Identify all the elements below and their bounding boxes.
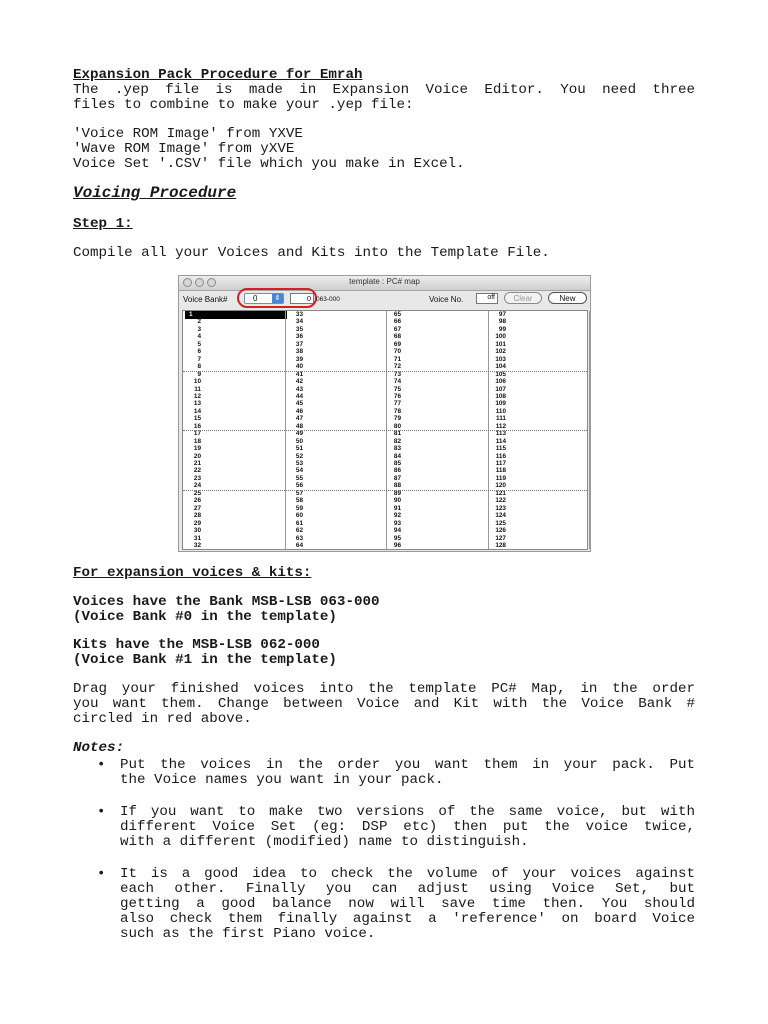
note-3-line-1: It is a good idea to check the volume of your voices against [120, 866, 695, 882]
stepper-arrows-icon: ⇕ [272, 294, 283, 303]
pc-map-cell[interactable]: 84 [393, 452, 401, 460]
pc-map-cell[interactable]: 41 [295, 370, 303, 378]
pc-map-cell[interactable]: 117 [495, 460, 506, 467]
note-3-line-2: each other. Finally you can adjust using Voice Set, but [120, 881, 695, 897]
pc-map-cell[interactable]: 96 [393, 541, 401, 549]
pc-map-cell[interactable]: 111 [496, 415, 506, 423]
clear-button[interactable]: Clear [504, 292, 542, 304]
pc-map-cell[interactable]: 58 [295, 497, 303, 505]
pc-map-cell[interactable]: 81 [393, 430, 401, 438]
template-window-screenshot [178, 275, 591, 552]
pc-map-cell[interactable]: 49 [295, 430, 303, 438]
pc-map-cell[interactable]: 11 [194, 385, 201, 393]
pc-map-cell[interactable]: 61 [295, 519, 303, 527]
pc-map-cell[interactable]: 122 [495, 497, 506, 505]
pc-map-cell[interactable]: 78 [393, 407, 401, 415]
pc-map-cell[interactable]: 28 [193, 512, 201, 520]
pc-map-cell[interactable]: 95 [393, 534, 401, 542]
pc-map-cell[interactable]: 23 [193, 474, 201, 482]
pc-map-cell[interactable]: 101 [495, 340, 506, 348]
pc-map-cell[interactable]: 118 [495, 467, 506, 475]
voice-no-field[interactable]: off [476, 293, 498, 304]
note-3-line-3: getting a good balance now will save time then. You should [120, 896, 695, 912]
pc-map-cell[interactable]: 90 [393, 497, 401, 505]
pc-map-cell[interactable]: 26 [193, 497, 201, 505]
pc-map-cell[interactable]: 120 [495, 482, 506, 490]
pc-map-cell[interactable]: 76 [393, 392, 401, 400]
pc-map-cell[interactable]: 20 [193, 452, 201, 460]
voice-bank-value: 0 [253, 294, 258, 303]
pc-map-cell[interactable]: 36 [295, 333, 303, 341]
pc-map-cell[interactable]: 113 [495, 430, 506, 438]
pc-map-cell[interactable]: 16 [193, 422, 201, 430]
pc-map-cell[interactable]: 52 [295, 452, 303, 460]
pc-map-cell[interactable]: 55 [295, 474, 303, 482]
pc-map-cell[interactable]: 42 [295, 378, 303, 386]
pc-map-cell[interactable]: 75 [393, 385, 401, 393]
pc-map-cell[interactable]: 116 [495, 452, 506, 460]
pc-map-cell[interactable]: 63 [295, 534, 303, 542]
pc-map-cell[interactable]: 123 [495, 504, 506, 512]
pc-map-cell[interactable]: 97 [498, 311, 506, 318]
pc-map-cell[interactable]: 14 [193, 407, 201, 415]
note-3-line-5: such as the first Piano voice. [120, 926, 376, 942]
window-title: template : PC# map [349, 277, 420, 286]
pc-map-cell[interactable]: 22 [193, 467, 201, 475]
pc-map-cell[interactable]: 25 [193, 489, 201, 497]
pc-map-cell[interactable]: 5 [197, 340, 201, 348]
kits-line-2: (Voice Bank #1 in the template) [73, 652, 337, 668]
pc-map-cell[interactable]: 112 [495, 422, 506, 430]
pc-map-cell[interactable]: 59 [295, 504, 303, 512]
pc-map-cell[interactable]: 102 [495, 348, 506, 356]
kits-line-1: Kits have the MSB-LSB 062-000 [73, 637, 320, 653]
pc-map-cell[interactable]: 29 [193, 519, 201, 527]
pc-map-cell[interactable]: 128 [495, 541, 506, 549]
pc-map-cell[interactable]: 18 [193, 437, 201, 445]
pc-map-cell[interactable]: 3 [197, 325, 201, 333]
pc-map-cell[interactable]: 115 [495, 445, 506, 453]
pc-map-cell[interactable]: 88 [393, 482, 401, 490]
pc-map-cell[interactable]: 103 [495, 355, 506, 363]
pc-map-cell[interactable]: 37 [295, 340, 303, 348]
pc-map-cell[interactable]: 126 [495, 527, 506, 535]
number-field[interactable]: 0 [290, 293, 314, 304]
pc-map-cell[interactable]: 12 [193, 392, 201, 400]
pc-map-cell[interactable]: 34 [295, 318, 303, 326]
drag-line-2: you want them. Change between Voice and Kit with the Voice Bank # [73, 696, 695, 712]
note-2-line-1: If you want to make two versions of the same voice, but with [120, 804, 695, 820]
red-highlight-circle [237, 288, 317, 308]
pc-map-cell[interactable]: 105 [495, 370, 506, 378]
pc-map-cell[interactable]: 71 [393, 355, 401, 363]
pc-map-cell[interactable]: 56 [295, 482, 303, 490]
bullet-icon: • [97, 866, 106, 882]
pc-map-cell[interactable]: 91 [393, 504, 401, 512]
pc-map-cell[interactable]: 9 [197, 370, 201, 378]
drag-line-3: circled in red above. [73, 711, 252, 727]
pc-map-cell[interactable]: 121 [495, 489, 506, 497]
pc-map-cell[interactable]: 60 [295, 512, 303, 520]
intro-line-2: files to combine to make your .yep file: [73, 97, 414, 113]
pc-map-cell[interactable]: 73 [393, 370, 401, 378]
pc-map-cell[interactable]: 62 [295, 527, 303, 535]
pc-map-cell[interactable]: 7 [197, 355, 201, 363]
voices-line-1: Voices have the Bank MSB-LSB 063-000 [73, 594, 380, 610]
pc-map-cell[interactable]: 48 [295, 422, 303, 430]
pc-map-cell[interactable]: 119 [495, 474, 506, 482]
pc-map-cell[interactable]: 33 [295, 311, 303, 318]
pc-map-cell[interactable]: 1 [185, 311, 287, 319]
pc-map-cell[interactable]: 66 [393, 318, 401, 326]
pc-map-cell[interactable]: 85 [393, 460, 401, 467]
pc-map-cell[interactable]: 10 [193, 378, 201, 386]
note-1-line-1: Put the voices in the order you want them in your pack. Put [120, 757, 695, 773]
pc-map-cell[interactable]: 127 [495, 534, 506, 542]
pc-map-cell[interactable]: 35 [295, 325, 303, 333]
new-button[interactable]: New [548, 292, 587, 304]
intro-line-1: The .yep file is made in Expansion Voice Editor. You need three [73, 82, 695, 98]
pc-map-cell[interactable]: 51 [295, 445, 303, 453]
pc-map-cell[interactable]: 15 [193, 415, 201, 423]
pc-map-cell[interactable]: 69 [393, 340, 401, 348]
pc-map-cell[interactable]: 27 [193, 504, 201, 512]
pc-map-cell[interactable]: 39 [295, 355, 303, 363]
pc-map-cell[interactable]: 53 [295, 460, 303, 467]
pc-map-cell[interactable]: 31 [193, 534, 201, 542]
note-3-line-4: also check them finally against a 'reference' on board Voice [120, 911, 695, 927]
file-wave-rom: 'Wave ROM Image' from yXVE [73, 141, 295, 157]
voice-no-label: Voice No. [429, 295, 464, 304]
pc-map-cell[interactable]: 43 [295, 385, 303, 393]
pc-map-cell[interactable]: 99 [498, 325, 506, 333]
pc-map-cell[interactable]: 87 [393, 474, 401, 482]
msb-lsb-text: 063-000 [316, 296, 340, 303]
pc-map-cell[interactable]: 47 [295, 415, 303, 423]
pc-map-cell[interactable]: 94 [393, 527, 401, 535]
pc-map-cell[interactable]: 74 [393, 378, 401, 386]
pc-map-cell[interactable]: 17 [193, 430, 201, 438]
pc-map-cell[interactable]: 125 [495, 519, 506, 527]
note-2-line-2: different Voice Set (eg: DSP etc) then put the voice twice, [120, 819, 695, 835]
drag-line-1: Drag your finished voices into the template PC# Map, in the order [73, 681, 695, 697]
pc-map-cell[interactable]: 83 [393, 445, 401, 453]
notes-heading: Notes: [73, 740, 125, 756]
pc-map-cell[interactable]: 19 [193, 445, 201, 453]
pc-map-cell[interactable]: 79 [393, 415, 401, 423]
row-group-divider [183, 430, 587, 431]
pc-map-cell[interactable]: 24 [193, 482, 201, 490]
pc-map-cell[interactable]: 106 [495, 378, 506, 386]
pc-map-grid [182, 310, 588, 550]
pc-map-cell[interactable]: 2 [197, 318, 201, 326]
section-heading: Voicing Procedure [73, 184, 237, 202]
column-divider [589, 311, 590, 549]
pc-map-cell[interactable]: 67 [393, 325, 401, 333]
note-1-line-2: the Voice names you want in your pack. [120, 772, 444, 788]
pc-map-cell[interactable]: 65 [393, 311, 401, 318]
pc-map-cell[interactable]: 104 [495, 363, 506, 371]
step-text: Compile all your Voices and Kits into the Template File. [73, 245, 550, 261]
pc-map-cell[interactable]: 89 [393, 489, 401, 497]
window-toolbar [179, 291, 590, 309]
bullet-icon: • [97, 757, 106, 773]
pc-map-cell[interactable]: 80 [393, 422, 401, 430]
pc-map-cell[interactable]: 124 [495, 512, 506, 520]
pc-map-cell[interactable]: 32 [193, 541, 201, 549]
voices-line-2: (Voice Bank #0 in the template) [73, 609, 337, 625]
pc-map-cell[interactable]: 98 [498, 318, 506, 326]
pc-map-cell[interactable]: 114 [495, 437, 506, 445]
pc-map-cell[interactable]: 13 [193, 400, 201, 408]
pc-map-cell[interactable]: 93 [393, 519, 401, 527]
pc-map-cell[interactable]: 107 [495, 385, 506, 393]
row-group-divider [183, 490, 587, 491]
pc-map-cell[interactable]: 110 [495, 407, 506, 415]
step-label: Step 1: [73, 216, 133, 232]
expansion-heading: For expansion voices & kits: [73, 565, 312, 581]
pc-map-cell[interactable]: 50 [295, 437, 303, 445]
pc-map-cell[interactable]: 54 [295, 467, 303, 475]
pc-map-cell[interactable]: 92 [393, 512, 401, 520]
pc-map-cell[interactable]: 86 [393, 467, 401, 475]
pc-map-cell[interactable]: 44 [295, 392, 303, 400]
pc-map-cell[interactable]: 77 [393, 400, 401, 408]
voice-bank-label: Voice Bank# [183, 295, 228, 304]
pc-map-cell[interactable]: 70 [393, 348, 401, 356]
pc-map-cell[interactable]: 45 [295, 400, 303, 408]
pc-map-cell[interactable]: 64 [295, 541, 303, 549]
file-voice-rom: 'Voice ROM Image' from YXVE [73, 126, 303, 142]
pc-map-cell[interactable]: 21 [193, 460, 201, 467]
pc-map-cell[interactable]: 46 [295, 407, 303, 415]
pc-map-cell[interactable]: 72 [393, 363, 401, 371]
pc-map-cell[interactable]: 82 [393, 437, 401, 445]
pc-map-cell[interactable]: 8 [197, 363, 201, 371]
doc-title: Expansion Pack Procedure for Emrah [73, 67, 363, 83]
pc-map-cell[interactable]: 4 [197, 333, 201, 341]
pc-map-cell[interactable]: 6 [197, 348, 201, 356]
pc-map-cell[interactable]: 30 [193, 527, 201, 535]
file-voice-set: Voice Set '.CSV' file which you make in Excel. [73, 156, 465, 172]
pc-map-cell[interactable]: 68 [393, 333, 401, 341]
pc-map-cell[interactable]: 108 [495, 392, 506, 400]
pc-map-cell[interactable]: 100 [495, 333, 506, 341]
pc-map-cell[interactable]: 38 [295, 348, 303, 356]
pc-map-cell[interactable]: 40 [295, 363, 303, 371]
row-group-divider [183, 371, 587, 372]
bullet-icon: • [97, 804, 106, 820]
pc-map-cell[interactable]: 109 [495, 400, 506, 408]
pc-map-cell[interactable]: 57 [295, 489, 303, 497]
note-2-line-3: with a different (modified) name to distinguish. [120, 834, 529, 850]
